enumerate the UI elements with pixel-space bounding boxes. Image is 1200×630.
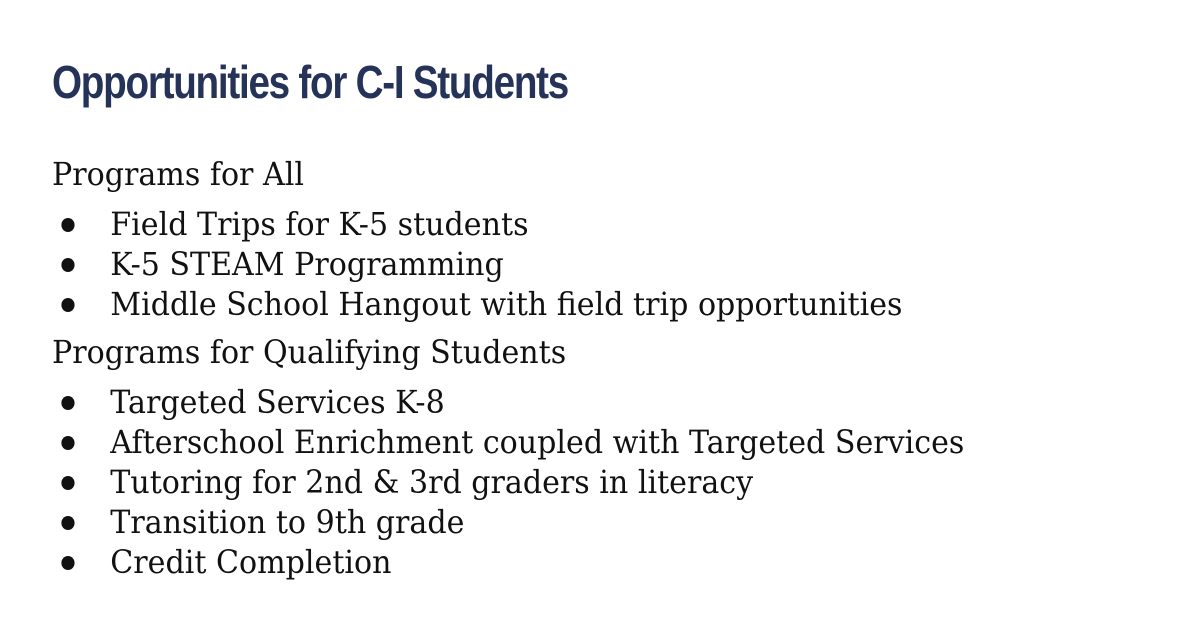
programs-for-qualifying-students-list	[52, 382, 1095, 582]
list-item-text: Afterschool Enrichment coupled with Targeted Services	[110, 423, 965, 461]
list-item	[52, 422, 1095, 462]
section-heading-programs-for-all: Programs for All	[52, 155, 304, 193]
list-item-text: K-5 STEAM Programming	[110, 245, 504, 283]
bullet-icon	[61, 516, 74, 530]
list-item-text: Tutoring for 2nd & 3rd graders in literacy	[110, 463, 754, 501]
list-item-text: Field Trips for K-5 students	[110, 205, 529, 243]
list-item-text: Middle School Hangout with field trip opportunities	[110, 285, 903, 323]
list-item	[52, 502, 1095, 542]
list-item	[52, 382, 1095, 422]
list-item	[52, 284, 1095, 324]
bullet-icon	[61, 476, 74, 490]
bullet-icon	[61, 436, 74, 450]
bullet-icon	[61, 258, 74, 272]
list-item	[52, 542, 1095, 582]
slide-body	[52, 152, 1095, 588]
bullet-icon	[61, 396, 74, 410]
bullet-icon	[61, 218, 74, 232]
list-item	[52, 462, 1095, 502]
slide-title: Opportunities for C-I Students	[52, 56, 569, 108]
bullet-icon	[61, 556, 74, 570]
bullet-icon	[61, 298, 74, 312]
list-item-text: Credit Completion	[110, 543, 392, 581]
list-item	[52, 244, 1095, 284]
section-heading-programs-for-qualifying-students: Programs for Qualifying Students	[52, 333, 567, 371]
list-item-text: Transition to 9th grade	[110, 503, 465, 541]
list-item-text: Targeted Services K-8	[110, 383, 445, 421]
list-item	[52, 204, 1095, 244]
programs-for-all-list	[52, 204, 1095, 324]
